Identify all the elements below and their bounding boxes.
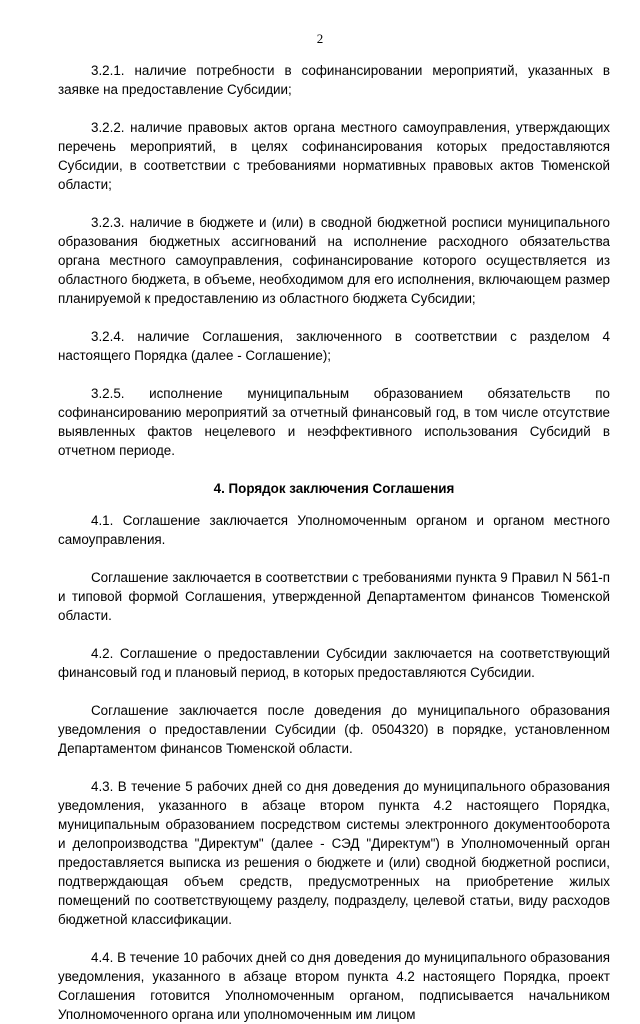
section-heading: 4. Порядок заключения Соглашения xyxy=(213,481,455,496)
paragraph-4-2: 4.2. Соглашение о предоставлении Субсидии заключается на соответствующий финансовый год и плановый период, в которых предоставляются Субсидии. xyxy=(58,646,610,680)
paragraph-3-2-5: 3.2.5. исполнение муниципальным образованием обязательств по софинансированию мероприятий за отчетный финансовый год, в том числе отсутствие выявленных фактов нецелевого и неэффективного использования Субсидий в отчетном периоде. xyxy=(58,386,610,458)
paragraph-4-2-agreement: Соглашение заключается после доведения до муниципального образования уведомления о предоставлении Субсидии (ф. 0504320) в порядке, установленном Департаментом финансов Тюменской области. xyxy=(58,703,610,756)
paragraph-3-2-3: 3.2.3. наличие в бюджете и (или) в сводной бюджетной росписи муниципального образования бюджетных ассигнований на исполнение расходного обязательства органа местного самоуправления, софинансирование которого осуществляется из областного бюджета, в объеме, необходимом для его исполнения, включающем размер планируемой к предоставлению из областного бюджета Субсидии; xyxy=(58,215,610,306)
paragraph-3-2-1: 3.2.1. наличие потребности в софинансировании мероприятий, указанных в заявке на предоставление Субсидии; xyxy=(58,63,610,97)
paragraph-4-3: 4.3. В течение 5 рабочих дней со дня доведения до муниципального образования уведомления, указанного в абзаце втором пункта 4.2 настоящего Порядка, муниципальным образованием посредством системы электронного документооборота и делопроизводства "Директум" (далее - СЭД "Директум") в Уполномоченный орган предоставляется выписка из решения о бюджете и (или) сводной бюджетной росписи, подтверждающая объем средств, предусмотренных на приобретение жилых помещений по соответствующему разделу, подразделу, целевой статьи, виду расходов бюджетной классификации. xyxy=(58,779,610,927)
paragraph-3-2-4: 3.2.4. наличие Соглашения, заключенного в соответствии с разделом 4 настоящего Порядка (далее - Соглашение); xyxy=(58,329,610,363)
paragraph-4-4: 4.4. В течение 10 рабочих дней со дня доведения до муниципального образования уведомления, указанного в абзаце втором пункта 4.2 настоящего Порядка, проект Соглашения готовится Уполномоченным органом, подписывается начальником Уполномоченного органа или уполномоченным им лицом xyxy=(58,950,610,1022)
document-body xyxy=(58,61,610,1024)
paragraph-4-1-agreement: Соглашение заключается в соответствии с требованиями пункта 9 Правил N 561-п и типовой формой Соглашения, утвержденной Департаментом финансов Тюменской области. xyxy=(58,570,610,623)
paragraph-3-2-2: 3.2.2. наличие правовых актов органа местного самоуправления, утверждающих перечень мероприятий, в целях софинансирования которых предоставляются Субсидии, в соответствии с требованиями нормативных правовых актов Тюменской области; xyxy=(58,120,610,192)
page-number: 2 xyxy=(316,31,324,46)
paragraph-4-1: 4.1. Соглашение заключается Уполномоченным органом и органом местного самоуправления. xyxy=(58,513,610,547)
